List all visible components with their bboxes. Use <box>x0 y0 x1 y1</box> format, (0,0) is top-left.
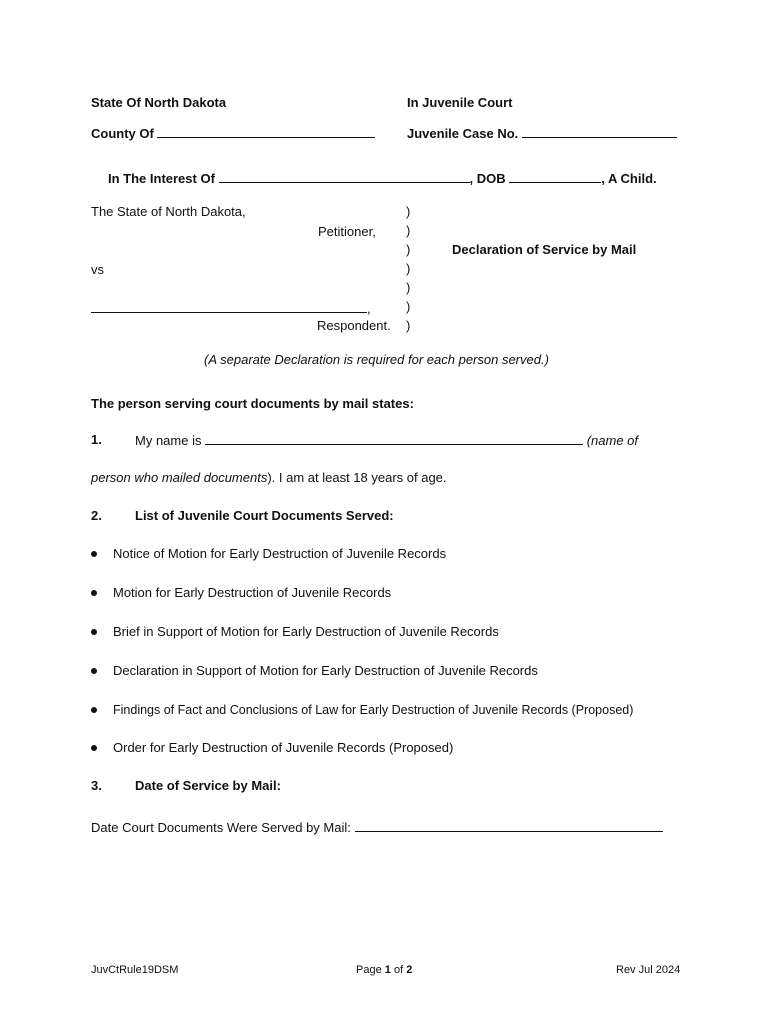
list-item-text: Motion for Early Destruction of Juvenile Records <box>113 585 392 600</box>
item2-heading: List of Juvenile Court Documents Served: <box>135 508 394 523</box>
bullet-icon <box>91 707 97 713</box>
item1-tail: ). I am at least 18 years of age. <box>267 470 447 485</box>
intro-statement: The person serving court documents by mail states: <box>91 396 414 411</box>
bullet-icon <box>91 551 97 557</box>
service-date-line <box>91 819 663 836</box>
page-prefix: Page <box>356 964 382 976</box>
caption-paren: ) <box>406 280 411 295</box>
list-item-text: Brief in Support of Motion for Early Destruction of Juvenile Records <box>113 624 499 639</box>
county-line <box>91 125 375 142</box>
case-number-blank[interactable] <box>522 125 677 138</box>
bullet-icon <box>91 629 97 635</box>
list-item-text: Order for Early Destruction of Juvenile Records (Proposed) <box>113 740 454 755</box>
item1-continuation <box>91 470 447 486</box>
dob-label: , DOB <box>469 171 506 186</box>
child-suffix: , A Child. <box>601 171 657 186</box>
interest-line <box>108 170 657 187</box>
service-date-label: Date Court Documents Were Served by Mail: <box>91 820 351 835</box>
item1-number: 1. <box>91 432 102 447</box>
server-name-blank[interactable] <box>205 432 583 445</box>
versus-label: vs <box>91 262 104 277</box>
service-date-blank[interactable] <box>355 819 663 832</box>
page-of: of <box>393 964 404 976</box>
item1-hint: (name of <box>586 433 639 448</box>
respondent-line <box>91 300 371 317</box>
case-number-label: Juvenile Case No. <box>407 126 519 141</box>
bullet-icon <box>91 745 97 751</box>
revision-date: Rev Jul 2024 <box>616 964 681 976</box>
caption-paren: ) <box>406 261 411 276</box>
respondent-blank[interactable] <box>91 300 367 313</box>
bullet-icon <box>91 590 97 596</box>
document-title: Declaration of Service by Mail <box>452 242 637 257</box>
dob-blank[interactable] <box>509 170 601 183</box>
respondent-role: Respondent. <box>317 318 391 333</box>
item1-line <box>135 432 638 449</box>
page-number <box>356 963 412 977</box>
item1-label: My name is <box>135 433 202 448</box>
bullet-icon <box>91 668 97 674</box>
list-item-text: Declaration in Support of Motion for Early Destruction of Juvenile Records <box>113 663 538 678</box>
caption-paren: ) <box>406 223 411 238</box>
petitioner-role: Petitioner, <box>318 224 376 239</box>
county-label: County Of <box>91 126 154 141</box>
item3-number: 3. <box>91 778 102 793</box>
child-name-blank[interactable] <box>219 170 470 183</box>
caption-paren: ) <box>406 299 411 314</box>
caption-paren: ) <box>406 204 411 219</box>
case-number-line <box>407 125 677 142</box>
list-item-text: Notice of Motion for Early Destruction of Juvenile Records <box>113 546 447 561</box>
caption-paren: ) <box>406 242 411 257</box>
form-id: JuvCtRule19DSM <box>91 964 179 976</box>
page-current: 1 <box>384 964 391 976</box>
court-heading: In Juvenile Court <box>407 95 513 110</box>
state-heading: State Of North Dakota <box>91 95 227 110</box>
petitioner-name: The State of North Dakota, <box>91 204 246 219</box>
separate-declaration-note: (A separate Declaration is required for each person served.) <box>204 352 549 367</box>
list-item-text: Findings of Fact and Conclusions of Law for Early Destruction of Juvenile Records (Proposed) <box>113 703 634 717</box>
item2-number: 2. <box>91 508 102 523</box>
interest-prefix: In The Interest Of <box>108 171 215 186</box>
page-total: 2 <box>406 964 413 976</box>
caption-paren: ) <box>406 318 411 333</box>
county-blank[interactable] <box>157 125 375 138</box>
respondent-comma: , <box>367 301 371 316</box>
item1-hint-cont: person who mailed documents <box>91 470 268 485</box>
item3-heading: Date of Service by Mail: <box>135 778 281 793</box>
